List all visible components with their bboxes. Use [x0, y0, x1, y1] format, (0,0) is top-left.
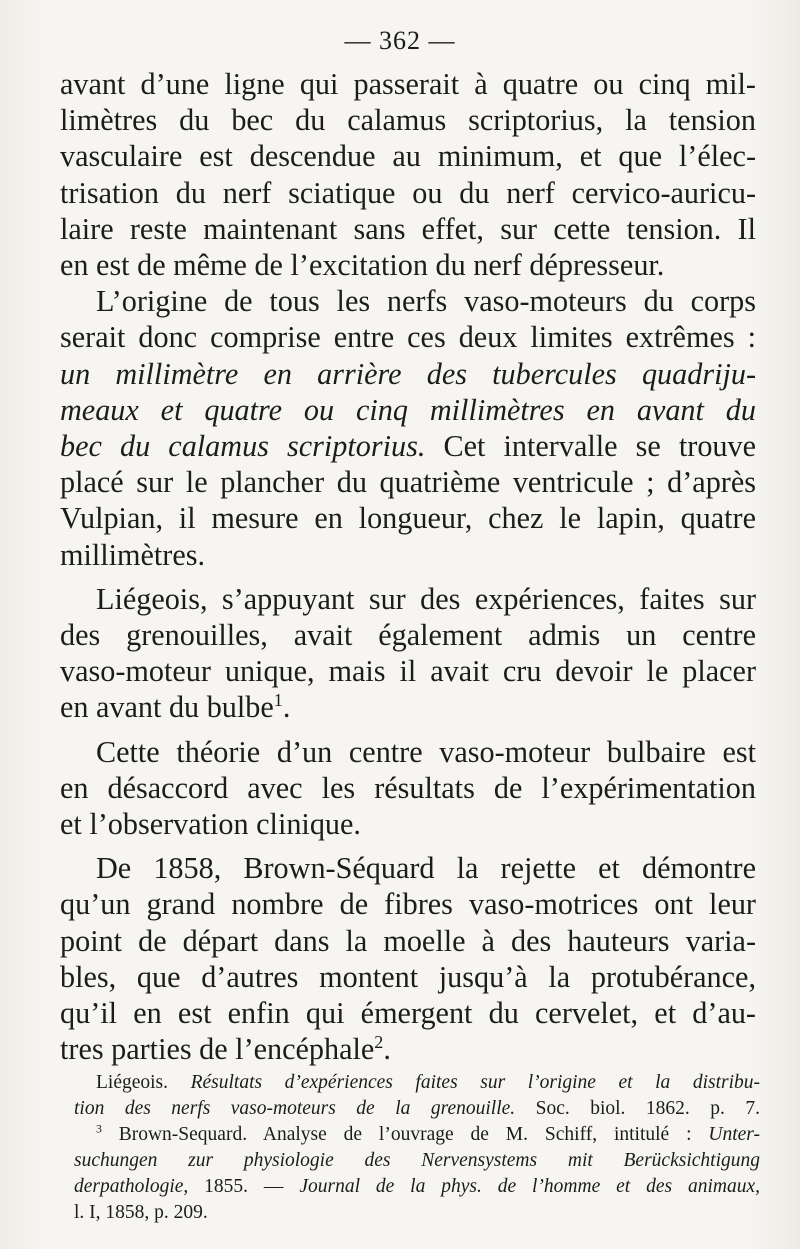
- italic-text: Journal de la phys. de l’homme et des animaux,: [299, 1176, 761, 1197]
- footnote-ref: 2: [374, 1032, 384, 1053]
- footnote-line: l. I, 1858, p. 209.: [74, 1202, 208, 1223]
- footnote-line: [74, 1070, 760, 1096]
- footnote-ref: 3: [96, 1122, 102, 1136]
- italic-text: suchungen zur physiologie des Nervensystems mit Berücksichtigung: [74, 1150, 760, 1171]
- text-line: et l’observation clinique.: [60, 807, 361, 842]
- text-line: des grenouilles, avait également admis un centre: [60, 618, 756, 653]
- paragraph: [60, 581, 756, 726]
- paragraph: [60, 66, 756, 283]
- footnote-line: [74, 1096, 760, 1122]
- text-line: avant d’une ligne qui passerait à quatre ou cinq mil-: [60, 67, 756, 101]
- text-line: L’origine de tous les nerfs vaso-moteurs du corps: [96, 284, 756, 319]
- footnote-line: [74, 1122, 760, 1148]
- text-line: [60, 428, 756, 464]
- text-line: serait donc comprise entre ces deux limites extrêmes :: [60, 320, 756, 355]
- text-line: [60, 392, 756, 428]
- italic-text: meaux et quatre ou cinq millimètres en avant du: [60, 392, 756, 427]
- text-line: vaso-moteur unique, mais il avait cru devoir le placer: [60, 654, 756, 689]
- text-line: millimètres.: [60, 537, 206, 572]
- text-line: bles, que d’autres montent jusqu’à la protubérance,: [60, 959, 756, 994]
- italic-text: un millimètre en arrière des tubercules quadriju-: [60, 356, 756, 391]
- text-span: en avant du bulbe: [60, 690, 274, 725]
- footnote-ref: 1: [273, 690, 283, 711]
- text-line: qu’il en est enfin qui émergent du cervelet, et d’au-: [60, 996, 756, 1031]
- text-line: qu’un grand nombre de fibres vaso-motrices ont leur: [60, 887, 756, 922]
- text-line: [60, 689, 756, 725]
- text-line: en désaccord avec les résultats de l’expérimentation: [60, 770, 756, 805]
- page-number: — 362 —: [344, 26, 456, 55]
- paragraph: [60, 850, 756, 1067]
- text-line: Cette théorie d’un centre vaso-moteur bulbaire est: [96, 734, 756, 769]
- text-line: laire reste maintenant sans effet, sur cette tension. Il: [60, 211, 756, 246]
- footnote-author: Liégeois.: [96, 1072, 169, 1093]
- text-span: .: [383, 1032, 391, 1067]
- text-line: trisation du nerf sciatique ou du nerf cervico-auricu-: [60, 175, 756, 210]
- text-line: vasculaire est descendue au minimum, et que l’élec-: [60, 139, 756, 174]
- text-span: .: [282, 690, 291, 725]
- text-line: De 1858, Brown-Séquard la rejette et démontre: [96, 851, 756, 886]
- italic-text: bec du calamus scriptorius.: [60, 429, 426, 464]
- text-span: 1855. —: [188, 1176, 300, 1197]
- text-span: Soc. biol. 1862. p. 7.: [515, 1098, 760, 1119]
- paragraph: [60, 734, 756, 843]
- italic-text: Unter-: [708, 1124, 760, 1145]
- main-text: [60, 66, 756, 1067]
- text-line: Liégeois, s’appuyant sur des expériences, faites sur: [96, 581, 756, 616]
- paragraph: [60, 283, 756, 573]
- text-line: placé sur le plancher du quatrième ventricule ; d’après: [60, 465, 756, 500]
- italic-text: Résultats d’expériences faites sur l’origine et la distribu-: [190, 1072, 760, 1093]
- italic-text: tion des nerfs vaso-moteurs de la grenouille.: [74, 1098, 516, 1119]
- text-line: point de départ dans la moelle à des hauteurs varia-: [60, 923, 756, 958]
- italic-text: derpathologie,: [74, 1176, 189, 1197]
- footnotes: [74, 1070, 760, 1226]
- text-line: Vulpian, il mesure en longueur, chez le lapin, quatre: [60, 501, 756, 536]
- text-span: Brown-Sequard. Analyse de l’ouvrage de M. Schiff, intitulé :: [101, 1124, 709, 1145]
- text-line: en est de même de l’excitation du nerf dépresseur.: [60, 248, 665, 283]
- text-span: Cet intervalle se trouve: [425, 429, 757, 464]
- footnote-line: [74, 1174, 760, 1200]
- footnote-line: [74, 1148, 760, 1174]
- text-line: [60, 1031, 756, 1067]
- text-line: limètres du bec du calamus scriptorius, la tension: [60, 103, 756, 138]
- text-span: tres parties de l’encéphale: [60, 1032, 375, 1067]
- text-line: [60, 356, 756, 392]
